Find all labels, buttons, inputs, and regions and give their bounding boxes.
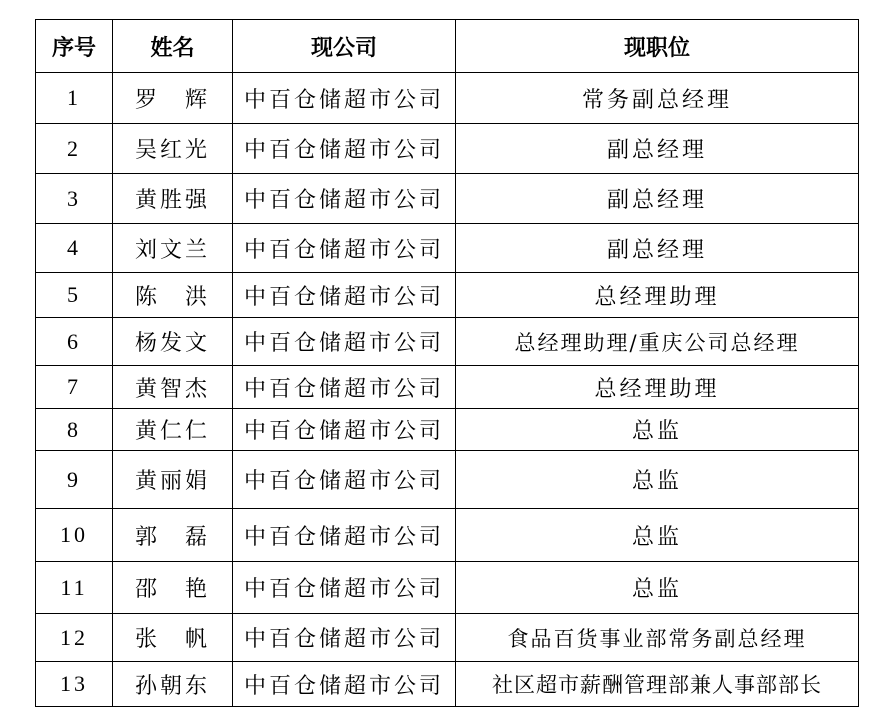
row-company: 中百仓储超市公司 [233,409,456,451]
table-row [36,562,859,614]
table-row [36,451,859,509]
row-name: 邵 艳 [113,562,233,614]
row-position: 总监 [456,509,859,562]
row-position: 总经理助理 [456,273,859,318]
row-name: 孙朝东 [113,662,233,707]
row-position: 总监 [456,451,859,509]
row-index: 10 [36,509,113,562]
row-name: 刘文兰 [113,224,233,273]
row-position: 食品百货事业部常务副总经理 [456,614,859,662]
table-row [36,224,859,273]
row-index: 8 [36,409,113,451]
row-index: 4 [36,224,113,273]
row-index: 7 [36,366,113,409]
row-position: 副总经理 [456,174,859,224]
header-name: 姓名 [113,20,233,73]
header-index: 序号 [36,20,113,73]
header-row [36,20,859,73]
row-position: 总监 [456,562,859,614]
row-name: 杨发文 [113,318,233,366]
table-row [36,124,859,174]
table-row [36,273,859,318]
row-company: 中百仓储超市公司 [233,451,456,509]
row-company: 中百仓储超市公司 [233,318,456,366]
row-company: 中百仓储超市公司 [233,562,456,614]
row-index: 2 [36,124,113,174]
header-position: 现职位 [456,20,859,73]
row-company: 中百仓储超市公司 [233,174,456,224]
row-name: 罗 辉 [113,73,233,124]
row-company: 中百仓储超市公司 [233,273,456,318]
row-index: 1 [36,73,113,124]
row-name: 陈 洪 [113,273,233,318]
row-index: 12 [36,614,113,662]
row-position: 总经理助理 [456,366,859,409]
row-index: 13 [36,662,113,707]
table-row [36,174,859,224]
row-name: 黄仁仁 [113,409,233,451]
table-row [36,614,859,662]
row-name: 郭 磊 [113,509,233,562]
row-company: 中百仓储超市公司 [233,366,456,409]
row-index: 9 [36,451,113,509]
row-name: 黄胜强 [113,174,233,224]
table-row [36,318,859,366]
header-company: 现公司 [233,20,456,73]
row-name: 张 帆 [113,614,233,662]
row-company: 中百仓储超市公司 [233,224,456,273]
row-index: 6 [36,318,113,366]
table-row [36,366,859,409]
row-company: 中百仓储超市公司 [233,662,456,707]
row-company: 中百仓储超市公司 [233,73,456,124]
row-position: 副总经理 [456,224,859,273]
personnel-table [35,19,859,707]
row-index: 3 [36,174,113,224]
row-name: 吴红光 [113,124,233,174]
row-name: 黄丽娟 [113,451,233,509]
row-name: 黄智杰 [113,366,233,409]
row-position: 总经理助理/重庆公司总经理 [456,318,859,366]
row-index: 5 [36,273,113,318]
row-position: 副总经理 [456,124,859,174]
table-row [36,662,859,707]
row-position: 总监 [456,409,859,451]
row-company: 中百仓储超市公司 [233,124,456,174]
row-position: 社区超市薪酬管理部兼人事部部长 [456,662,859,707]
table-row [36,73,859,124]
row-company: 中百仓储超市公司 [233,509,456,562]
table-row [36,409,859,451]
row-index: 11 [36,562,113,614]
row-company: 中百仓储超市公司 [233,614,456,662]
row-position: 常务副总经理 [456,73,859,124]
table-row [36,509,859,562]
